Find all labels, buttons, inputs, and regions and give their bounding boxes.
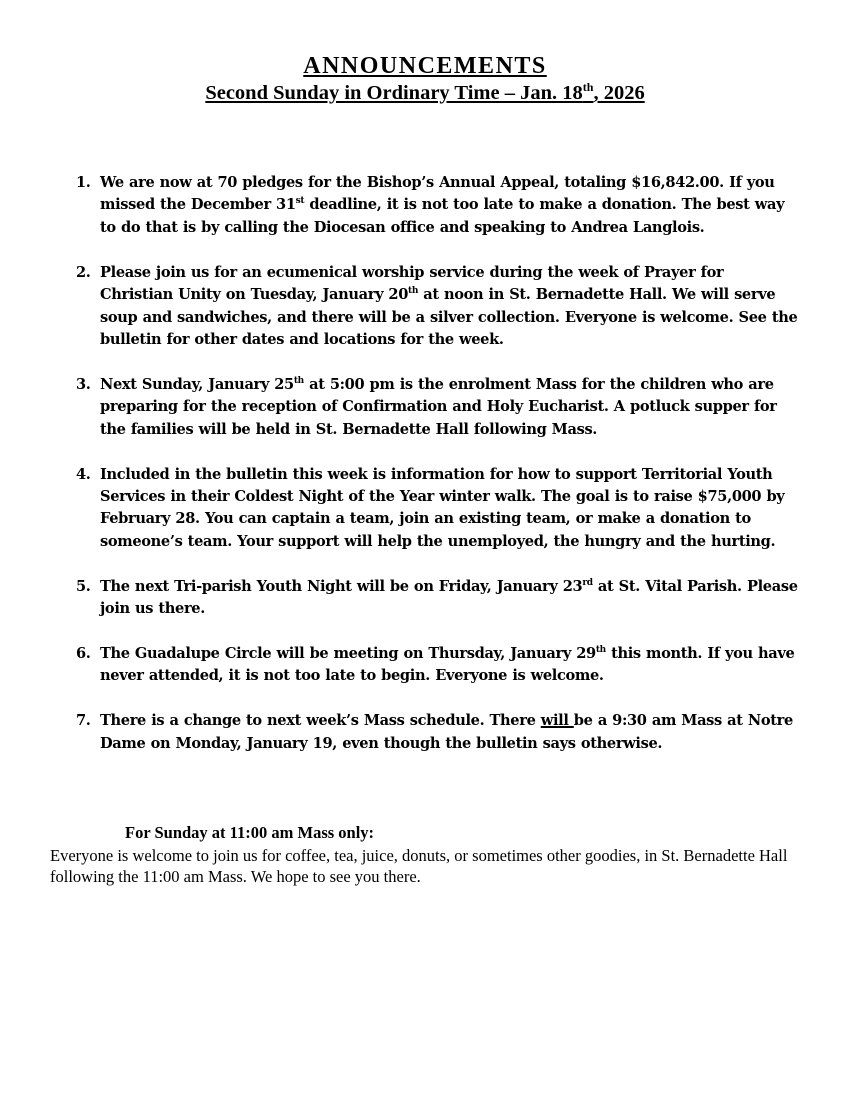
page-subtitle [0, 80, 850, 106]
announcement-item [0, 374, 800, 441]
item-text: Next Sunday, January 25 [100, 375, 294, 393]
subtitle-ordinal: th [582, 80, 594, 94]
item-text: at St. Vital Parish. Please join us there. [100, 577, 798, 618]
ordinal-suffix: rd [582, 577, 593, 588]
announcement-item [0, 262, 800, 352]
announcement-list [0, 172, 850, 778]
ordinal-suffix: st [295, 196, 305, 207]
page-title: ANNOUNCEMENTS [303, 53, 547, 79]
item-text: this month. If you have never attended, it is not too late to begin. Everyone is welcome. [100, 645, 795, 685]
item-text: We are now at 70 pledges for the Bishop’s Annual Appeal, totaling $16,842.00. If you missed the December 31 [100, 174, 775, 214]
item-text: The Guadalupe Circle will be meeting on Thursday, January 29 [100, 645, 596, 662]
item-number: 2. [76, 263, 91, 281]
ordinal-suffix: th [408, 286, 419, 297]
emphasized-text: will [540, 712, 574, 730]
announcement-item [0, 576, 800, 621]
item-text: be a 9:30 am Mass at Notre Dame on Monday, January 19, even though the bulletin says otherwise. [100, 712, 793, 752]
item-number: 4. [76, 465, 91, 483]
subtitle-text: Second Sunday in Ordinary Time – Jan. 18 [205, 82, 583, 104]
item-number: 5. [76, 577, 91, 595]
item-text: at noon in St. Bernadette Hall. We will serve soup and sandwiches, and there will be a silver collection. Everyone is welcome. See the bulletin for other dates and locations for the week. [100, 286, 798, 348]
item-number: 1. [76, 174, 91, 191]
item-text: The next Tri-parish Youth Night will be on Friday, January 23 [100, 577, 583, 595]
item-number: 7. [76, 712, 91, 730]
subtitle-year: , 2026 [593, 82, 645, 104]
announcement-item [0, 643, 800, 688]
ordinal-suffix: th [595, 645, 606, 655]
announcement-item [0, 710, 800, 755]
item-text: Included in the bulletin this week is information for how to support Territorial Youth Services in their Coldest Night of the Year winter walk. The goal is to raise $75,000 by February 28. You can captain a team, join an existing team, or make a donation to someone’s team. Your support will help the unemployed, the hungry and the hurting. [100, 465, 785, 550]
item-text: Please join us for an ecumenical worship service during the week of Prayer for Christian Unity on Tuesday, January 20 [100, 263, 724, 304]
item-number: 6. [76, 645, 91, 662]
ordinal-suffix: th [293, 375, 304, 386]
item-text: at 5:00 pm is the enrolment Mass for the children who are preparing for the reception of Confirmation and Holy Eucharist. A potluck supper for the families will be held in St. Bernadette Hall following Mass. [100, 375, 777, 438]
item-number: 3. [76, 375, 91, 393]
item-text: deadline, it is not too late to make a donation. The best way to do that is by calling the Diocesan office and speaking to Andrea Langlois. [100, 196, 785, 236]
footer-text: Everyone is welcome to join us for coffee, tea, juice, donuts, or sometimes other goodies, in St. Bernadette Hall following the 11:00 am Mass. We hope to see you there. [50, 846, 788, 886]
item-text: There is a change to next week’s Mass schedule. There [100, 712, 541, 730]
footer-heading: For Sunday at 11:00 am Mass only: [125, 823, 375, 842]
announcement-item [0, 464, 800, 554]
announcement-item [0, 172, 800, 239]
